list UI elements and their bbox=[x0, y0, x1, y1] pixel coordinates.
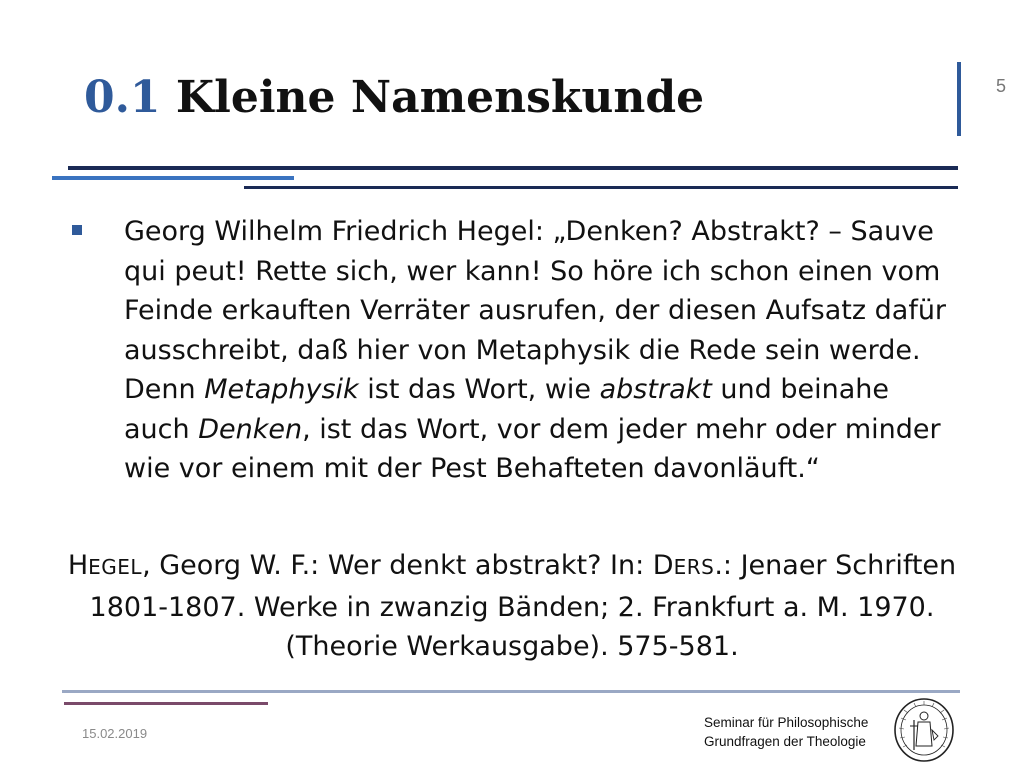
citation-author-initial: H bbox=[67, 550, 89, 581]
seminar-line-1: Seminar für Philosophische bbox=[704, 715, 869, 730]
quote-emphasis-denken: Denken bbox=[198, 413, 303, 445]
footer-date: 15.02.2019 bbox=[82, 726, 148, 741]
citation-ders-initial: D bbox=[652, 550, 674, 581]
slide-title bbox=[84, 70, 704, 126]
header-vertical-bar bbox=[957, 62, 961, 136]
citation-author-rest: EGEL bbox=[88, 555, 143, 579]
quote-emphasis-abstrakt: abstrakt bbox=[599, 374, 712, 405]
footer-rule bbox=[62, 690, 960, 693]
quote-part-3: und beinahe auch bbox=[124, 374, 890, 445]
header-rule-bottom bbox=[244, 186, 958, 189]
quote-part-4: , ist das Wort, vor dem jeder mehr oder minder wie vor einem mit der Pest Behafteten davonläuft.“ bbox=[124, 413, 941, 484]
seminar-name bbox=[704, 713, 884, 751]
title-number: 0.1 bbox=[84, 72, 161, 123]
seminar-line-2: Grundfragen der Theologie bbox=[704, 734, 866, 749]
university-seal-icon bbox=[892, 696, 956, 764]
quote-text bbox=[124, 212, 952, 489]
quote-part-1: Georg Wilhelm Friedrich Hegel: „Denken? Abstrakt? – Sauve qui peut! Rette sich, wer kann! So höre ich schon einen vom Feinde erkauften Verräter ausrufen, der diesen Aufsatz dafür ausschreibt, daß hier von Metaphysik die Rede sein werde. Denn bbox=[124, 216, 947, 405]
quote-part-2: ist das Wort, wie bbox=[358, 374, 600, 405]
footer-rule-accent bbox=[64, 702, 268, 705]
page-number: 5 bbox=[996, 76, 1007, 96]
quote-bullet bbox=[72, 212, 952, 489]
square-bullet-icon bbox=[72, 225, 82, 235]
header-rule-accent bbox=[52, 176, 294, 180]
quote-emphasis-metaphysik: Metaphysik bbox=[204, 374, 359, 405]
citation-part-1: , Georg W. F.: Wer denkt abstrakt? In: bbox=[142, 550, 653, 581]
citation-part-2: .: Jenaer Schriften 1801-1807. Werke in zwanzig Bänden; 2. Frankfurt a. M. 1970. (Theorie Werkausgabe). 575-581. bbox=[89, 550, 957, 662]
header-rule-top bbox=[68, 166, 958, 170]
citation bbox=[62, 546, 962, 667]
citation-ders-rest: ERS bbox=[673, 555, 715, 579]
title-text: Kleine Namenskunde bbox=[175, 72, 705, 123]
